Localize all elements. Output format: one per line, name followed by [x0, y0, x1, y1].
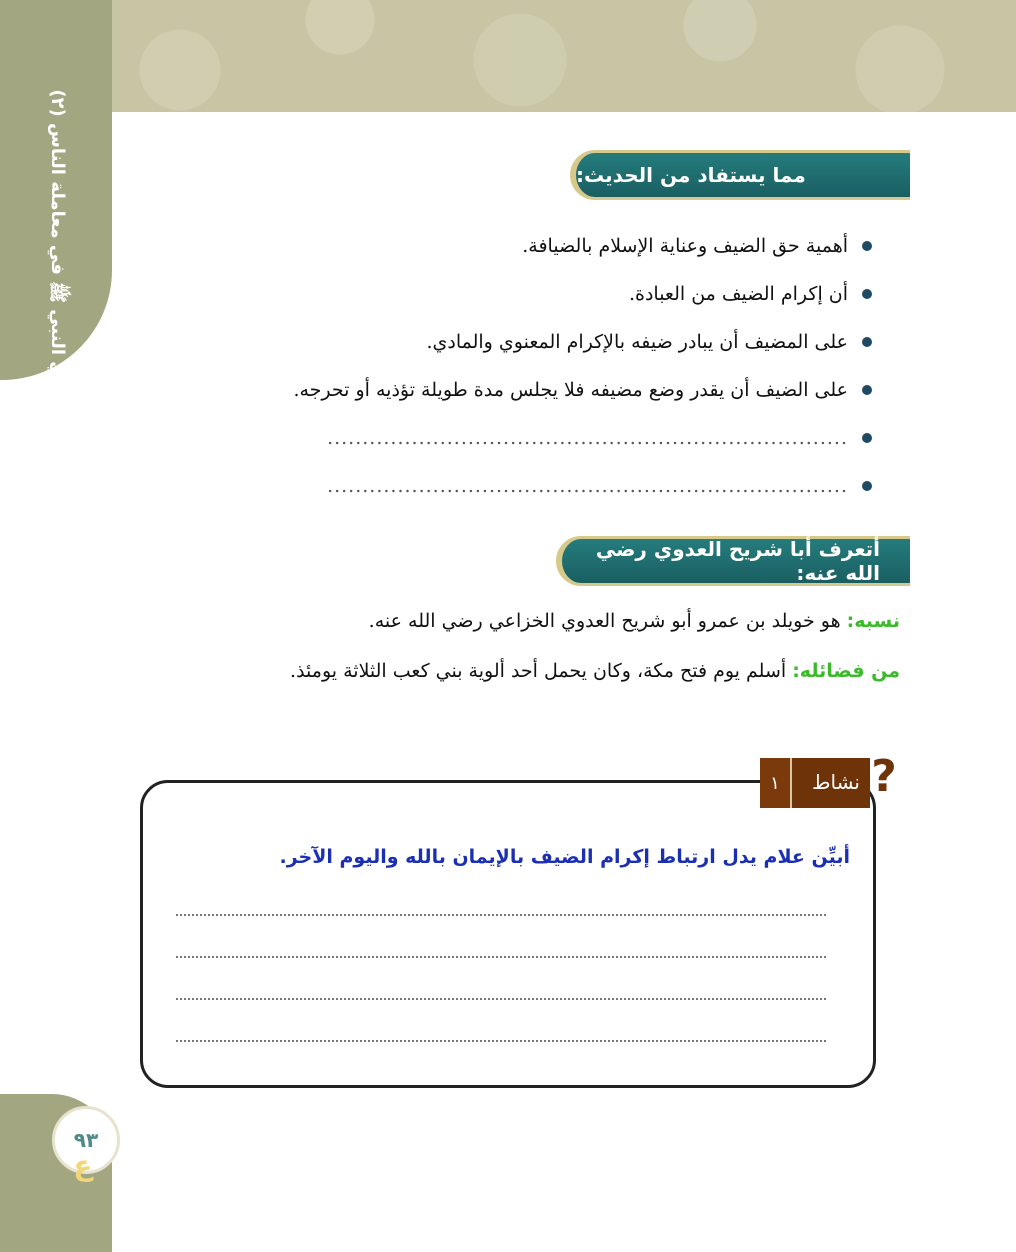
activity-number: ١	[760, 758, 792, 808]
answer-line[interactable]	[176, 954, 826, 958]
header-ornament	[0, 0, 1016, 112]
publisher-mark: ع	[73, 1148, 93, 1182]
lineage-line	[180, 610, 900, 632]
list-item: على المضيف أن يبادر ضيفه بالإكرام المعنوي والمادي.	[200, 324, 880, 372]
page-number: ٩٣	[52, 1106, 120, 1174]
bullet-icon	[862, 337, 872, 347]
section-banner-benefits	[570, 150, 910, 200]
bullet-icon	[862, 385, 872, 395]
chapter-title: هدي النبي ﷺ في معاملة الناس (٢)	[47, 89, 68, 401]
lineage-text: هو خويلد بن عمرو أبو شريح العدوي الخزاعي رضي الله عنه.	[368, 610, 841, 632]
bullet-icon	[862, 433, 872, 443]
virtue-text: أسلم يوم فتح مكة، وكان يحمل أحد ألوية بني كعب الثلاثة يومئذ.	[290, 660, 787, 682]
list-item-blank[interactable]: ..........................................................................	[200, 468, 880, 516]
list-item: أن إكرام الضيف من العبادة.	[200, 276, 880, 324]
section-banner-companion	[556, 536, 910, 586]
question-mark-icon: ?	[871, 751, 897, 802]
answer-line[interactable]	[176, 996, 826, 1000]
section-title-companion: أتعرف أبا شريح العدوي رضي الله عنه:	[595, 537, 880, 585]
bullet-icon	[862, 289, 872, 299]
answer-line[interactable]	[176, 912, 826, 916]
benefits-list	[200, 228, 880, 516]
bullet-icon	[862, 481, 872, 491]
list-item-blank[interactable]: ..........................................................................	[200, 420, 880, 468]
list-item: أهمية حق الضيف وعناية الإسلام بالضيافة.	[200, 228, 880, 276]
activity-label: نشاط	[812, 770, 860, 794]
list-item: على الضيف أن يقدر وضع مضيفه فلا يجلس مدة طويلة تؤذيه أو تحرجه.	[200, 372, 880, 420]
bullet-icon	[862, 241, 872, 251]
answer-line[interactable]	[176, 1038, 826, 1042]
virtue-line	[180, 660, 900, 682]
side-chapter-band	[0, 0, 112, 401]
section-title-benefits: مما يستفاد من الحديث:	[576, 163, 806, 187]
virtue-label: من فضائله:	[792, 660, 900, 682]
lineage-label: نسبه:	[846, 610, 900, 632]
activity-question: أبيِّن علام يدل ارتباط إكرام الضيف بالإيمان بالله واليوم الآخر.	[279, 846, 850, 868]
